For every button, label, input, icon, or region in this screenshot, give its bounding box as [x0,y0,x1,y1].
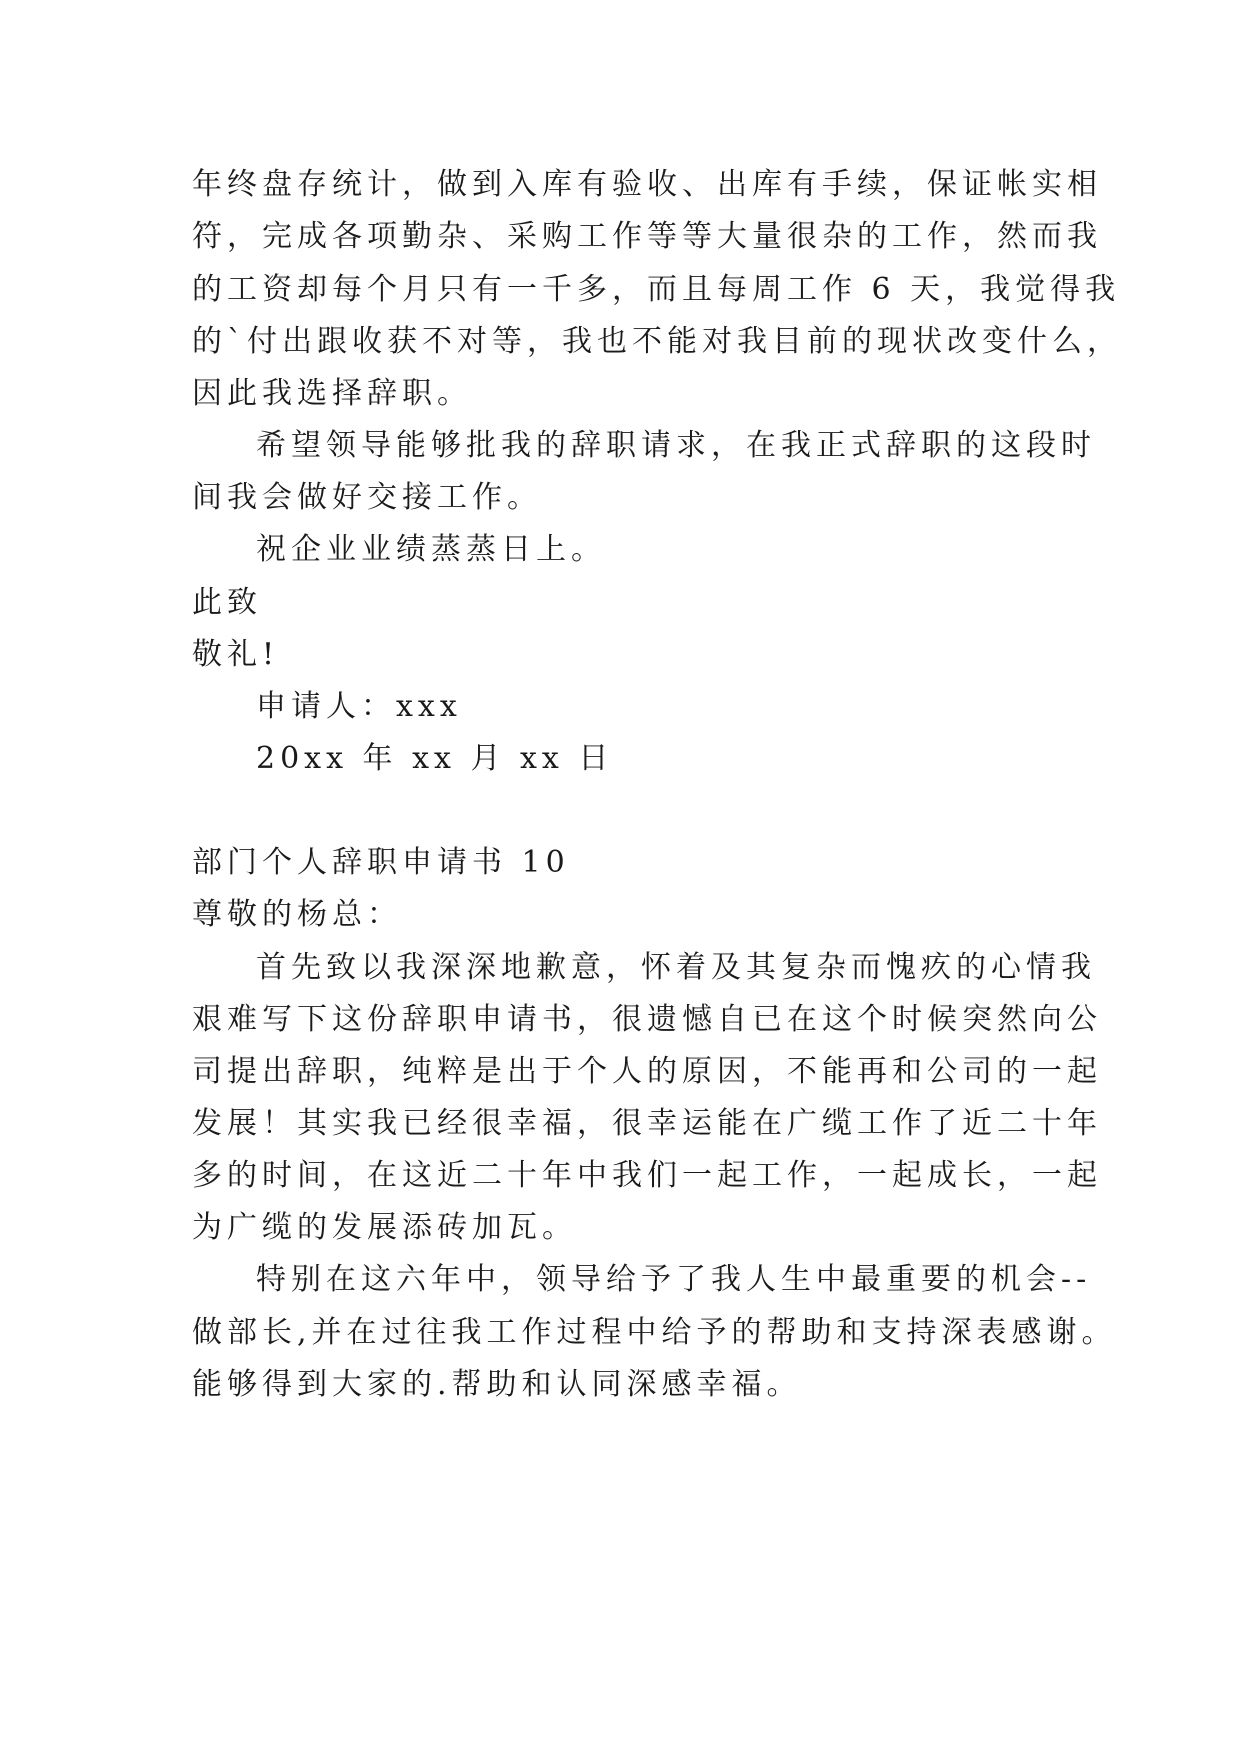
text-line: 多的时间，在这近二十年中我们一起工作，一起成长，一起 [192,1158,1102,1193]
text-line: 能够得到大家的.帮助和认同深感幸福。 [192,1367,802,1402]
closing-line: 此致 [192,585,262,620]
blessing-line: 祝企业业绩蒸蒸日上。 [256,532,606,567]
text-line: 的工资却每个月只有一千多，而且每周工作 6 天，我觉得我 [192,272,1121,307]
paragraph-line: 首先致以我深深地歉意，怀着及其复杂而愧疚的心情我 [256,950,1096,985]
paragraph-line: 希望领导能够批我的辞职请求，在我正式辞职的这段时 [256,428,1096,463]
text-line: 做部长,并在过往我工作过程中给予的帮助和支持深表感谢。 [192,1315,1117,1350]
greeting-line: 尊敬的杨总： [192,897,402,932]
salutation-line: 敬礼! [192,637,280,672]
text-line: 因此我选择辞职。 [192,376,472,411]
text-line: 间我会做好交接工作。 [192,480,542,515]
text-line: 年终盘存统计，做到入库有验收、出库有手续，保证帐实相 [192,167,1102,202]
text-line: 符，完成各项勤杂、采购工作等等大量很杂的工作，然而我 [192,219,1102,254]
text-line: 的`付出跟收获不对等，我也不能对我目前的现状改变什么， [192,324,1122,359]
section-title: 部门个人辞职申请书 10 [192,845,570,880]
date-line: 20xx 年 xx 月 xx 日 [256,741,614,776]
text-line: 发展！其实我已经很幸福，很幸运能在广缆工作了近二十年 [192,1106,1102,1141]
text-line: 为广缆的发展添砖加瓦。 [192,1210,577,1245]
paragraph-line: 特别在这六年中，领导给予了我人生中最重要的机会-- [256,1262,1092,1297]
text-line: 艰难写下这份辞职申请书，很遗憾自已在这个时候突然向公 [192,1002,1102,1037]
applicant-line: 申请人：xxx [256,689,462,724]
text-line: 司提出辞职，纯粹是出于个人的原因，不能再和公司的一起 [192,1054,1102,1089]
